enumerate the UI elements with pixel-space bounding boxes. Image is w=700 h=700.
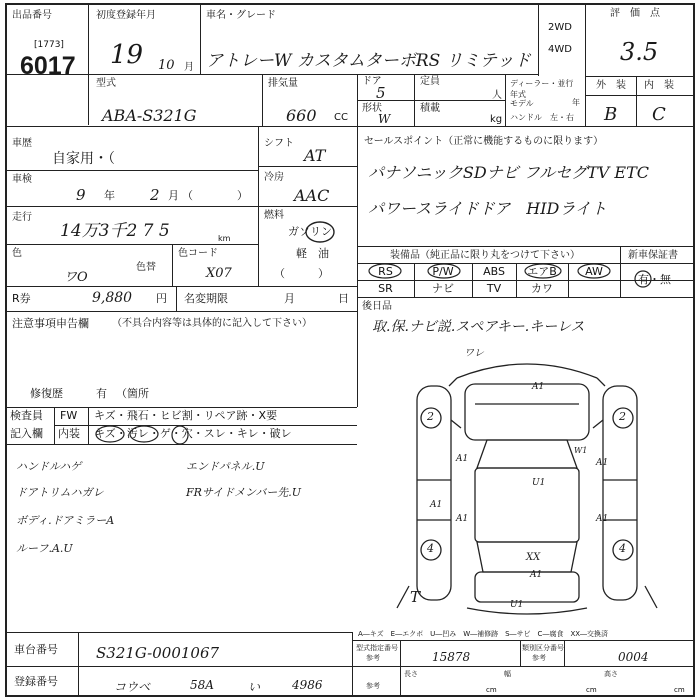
history-label: 車歴	[12, 138, 32, 149]
divider	[585, 95, 695, 96]
equip-tv: TV	[486, 282, 502, 295]
door-value: 5	[376, 84, 386, 102]
ac-label: 冷房	[264, 172, 284, 183]
damage-mark: A1	[596, 458, 609, 468]
fuel-light: 軽 油	[296, 247, 329, 260]
inspector-label-1: 検査員	[10, 409, 43, 422]
recycle-label: R券	[12, 292, 31, 305]
note-left-2: ドアトリムハガレ	[16, 486, 104, 499]
model-value: ABA-S321G	[102, 106, 197, 125]
divider	[5, 666, 352, 667]
inspector-label-2: 記入欄	[10, 427, 43, 440]
exterior-label: 外 装	[596, 80, 626, 91]
drive-2wd: 2WD	[548, 22, 572, 33]
reg-label: 登録番号	[14, 675, 58, 688]
damage-mark: U1	[532, 478, 546, 488]
class-label: 類別区分番号	[522, 644, 564, 652]
equipment-title: 装備品（純正品に限り丸をつけて下さい）	[390, 250, 580, 261]
diagram-top-label: ワレ	[464, 348, 484, 359]
divider	[200, 4, 201, 74]
interior-items: キズ・汚レ・ゲ・穴・スレ・キレ・破レ	[94, 427, 292, 440]
first-reg-month-unit: 月	[184, 62, 194, 73]
divider	[5, 170, 258, 171]
divider	[357, 297, 695, 298]
divider	[5, 286, 357, 287]
note-left-3: ボディ.ドアミラーA	[16, 514, 115, 527]
warranty-label: 新車保証書	[628, 250, 678, 261]
damage-mark: A1	[532, 382, 545, 392]
equip-leather: カワ	[531, 282, 553, 295]
chassis-value: S321G-0001067	[96, 644, 220, 662]
equip-pw: P/W	[432, 265, 454, 278]
divider	[5, 206, 258, 207]
tire-fr: 2	[619, 410, 626, 423]
note-right-2: FRサイドメンバー先.U	[186, 486, 302, 499]
kg-unit: kg	[490, 114, 503, 125]
equip-sr: SR	[378, 282, 393, 295]
cm-2: cm	[586, 686, 597, 694]
divider	[5, 244, 258, 245]
history-value: 自家用・（	[52, 151, 115, 167]
deadline-label: 名変期限	[184, 292, 228, 305]
spec-sub: 参考	[366, 654, 380, 662]
shift-label: シフト	[264, 138, 294, 149]
shaken-label: 車検	[12, 174, 32, 185]
height-label: 高さ	[604, 670, 618, 678]
chassis-label: 車台番号	[14, 643, 58, 656]
score-value: 3.5	[620, 38, 659, 66]
fw-items: キズ・飛石・ヒビ割・リペア跡・X要	[94, 409, 278, 422]
repair-paren: （箇所	[116, 387, 149, 400]
displacement-label: 排気量	[268, 78, 298, 89]
sales-line-1: パナソニックSDナビ フルセグTV ETC	[368, 163, 650, 182]
shape-value: W	[378, 112, 391, 126]
tire-rl: 4	[427, 542, 434, 555]
first-reg-year: 19	[110, 40, 144, 70]
year-unit: 年	[572, 98, 580, 107]
interior-label: 内 装	[644, 80, 674, 91]
damage-mark: A1	[530, 570, 543, 580]
shift-value: AT	[304, 146, 326, 165]
sales-line-2: パワースライドドア HIDライト	[368, 199, 607, 218]
divider	[5, 74, 538, 75]
fw-label: FW	[60, 409, 78, 422]
divider	[585, 4, 586, 126]
damage-mark: U1	[510, 600, 524, 610]
divider	[357, 246, 695, 247]
class-sub: 参考	[532, 654, 546, 662]
interior-inspect-label: 内装	[58, 427, 80, 440]
damage-mark: A1	[596, 514, 609, 524]
divider	[538, 4, 539, 76]
shaken-month-unit: 月	[168, 189, 179, 202]
divider	[5, 126, 695, 127]
fuel-gas-circle	[300, 220, 340, 244]
notes-instruction: （不具合内容等は具体的に記入して下さい）	[112, 318, 312, 329]
color-label: 色	[12, 248, 22, 259]
fuel-label: 燃料	[264, 210, 284, 221]
damage-mark: A1	[430, 500, 443, 510]
divider	[54, 407, 55, 444]
cm-1: cm	[486, 686, 497, 694]
spec-label: 型式指定番号	[356, 644, 398, 652]
deadline-day: 日	[338, 292, 349, 305]
divider	[5, 407, 357, 408]
mileage-value: 14万3千2 7 5	[60, 221, 170, 241]
divider	[520, 640, 521, 666]
handle-label: ハンドル 左・右	[510, 113, 574, 122]
width-label: 幅	[504, 670, 511, 678]
door-label: ドア	[362, 76, 382, 87]
fuel-paren: （ ）	[274, 267, 329, 280]
car-damage-diagram	[357, 340, 695, 620]
repair-label: 修復歴	[30, 387, 63, 400]
note-left-4: ルーフ.A.U	[16, 542, 73, 555]
score-label: 評 価 点	[610, 8, 660, 19]
divider	[352, 666, 695, 667]
person-unit: 人	[492, 90, 502, 101]
exterior-grade: B	[604, 104, 618, 125]
len-label: 長さ	[404, 670, 418, 678]
divider	[400, 640, 401, 696]
divider	[5, 632, 352, 633]
divider	[352, 640, 695, 641]
first-reg-month: 10	[158, 58, 175, 73]
reg-city: コウベ	[114, 680, 151, 694]
dealer-label: ディーラー・並行	[510, 79, 574, 88]
spec-value: 15878	[432, 650, 471, 664]
recycle-yen: 円	[156, 292, 167, 305]
later-items-label: 後日品	[362, 301, 392, 312]
equip-navi: ナビ	[432, 282, 454, 295]
sub-ref: 参考	[366, 682, 380, 690]
divider	[176, 286, 177, 311]
equip-airbag: エアB	[527, 265, 557, 278]
divider	[172, 244, 173, 286]
bottom-mark: T	[410, 588, 421, 606]
deadline-month: 月	[284, 292, 295, 305]
damage-mark: W1	[574, 446, 588, 455]
shaken-year-unit: 年	[104, 189, 115, 202]
cm-3: cm	[674, 686, 685, 694]
drive-4wd: 4WD	[548, 44, 572, 55]
cc-unit: CC	[334, 112, 348, 123]
capacity-label: 定員	[420, 76, 440, 87]
divider	[88, 4, 89, 125]
repair-value: 有	[96, 387, 107, 400]
km-unit: km	[218, 234, 231, 243]
tire-rr: 4	[619, 542, 626, 555]
shaken-year: 9	[76, 186, 86, 204]
divider	[352, 632, 353, 696]
damage-mark: XX	[526, 552, 541, 563]
model-label: 型式	[96, 78, 116, 89]
color-value: ワO	[64, 270, 88, 285]
shaken-month: 2	[150, 186, 160, 204]
divider	[505, 74, 506, 126]
notes-title: 注意事項申告欄	[12, 317, 89, 330]
equip-rs: RS	[378, 265, 393, 278]
reg-number: 4986	[292, 678, 323, 692]
car-name-label: 車名・グレード	[206, 10, 276, 21]
shape-label: 形状	[362, 103, 382, 114]
warranty-options: 有・無	[638, 273, 671, 286]
divider	[262, 74, 263, 126]
reg-class: 58A	[190, 678, 214, 692]
later-items-value: 取.保.ナビ説.スペアキー.キーレス	[372, 319, 585, 335]
load-label: 積載	[420, 103, 440, 114]
year-model-label: 年式 モデル	[510, 90, 534, 108]
divider	[636, 76, 637, 126]
class-value: 0004	[618, 650, 649, 664]
recycle-value: 9,880	[92, 290, 133, 306]
color-change-label: 色替	[136, 262, 156, 273]
tire-fl: 2	[427, 410, 434, 423]
interior-grade: C	[652, 104, 666, 125]
damage-mark: A1	[456, 454, 469, 464]
car-name: アトレーW カスタムターボRS リミテッド	[206, 51, 531, 71]
divider	[258, 206, 357, 207]
divider	[258, 166, 357, 167]
equipment-circles	[357, 263, 695, 297]
lot-number: 6017	[20, 52, 76, 80]
displacement-value: 660	[286, 106, 317, 125]
first-reg-label: 初度登録年月	[96, 10, 156, 21]
sales-title: セールスポイント（正常に機能するものに限ります）	[364, 136, 604, 147]
divider	[564, 640, 565, 666]
lot-label: 出品番号	[12, 10, 52, 21]
note-right-1: エンドパネル.U	[186, 460, 265, 473]
note-left-1: ハンドルハゲ	[16, 460, 82, 473]
reg-kana: い	[248, 680, 261, 694]
fuel-gas: ガソリン	[288, 225, 332, 238]
divider	[585, 76, 695, 77]
interior-circles	[88, 425, 198, 445]
equip-aw: AW	[585, 265, 603, 278]
mileage-label: 走行	[12, 212, 32, 223]
divider	[5, 311, 357, 312]
color-code-label: 色コード	[178, 248, 218, 259]
ac-value: AAC	[294, 186, 330, 205]
divider	[78, 632, 79, 696]
color-code-value: X07	[206, 266, 232, 281]
damage-legend: A―キズ E―エクボ U―凹み W―補修跡 S―サビ C―腐食 XX―交換済	[358, 630, 609, 638]
shaken-day: （ ）	[182, 189, 248, 202]
damage-mark: A1	[456, 514, 469, 524]
lot-small: [1773]	[34, 40, 64, 50]
equip-abs: ABS	[483, 265, 505, 278]
